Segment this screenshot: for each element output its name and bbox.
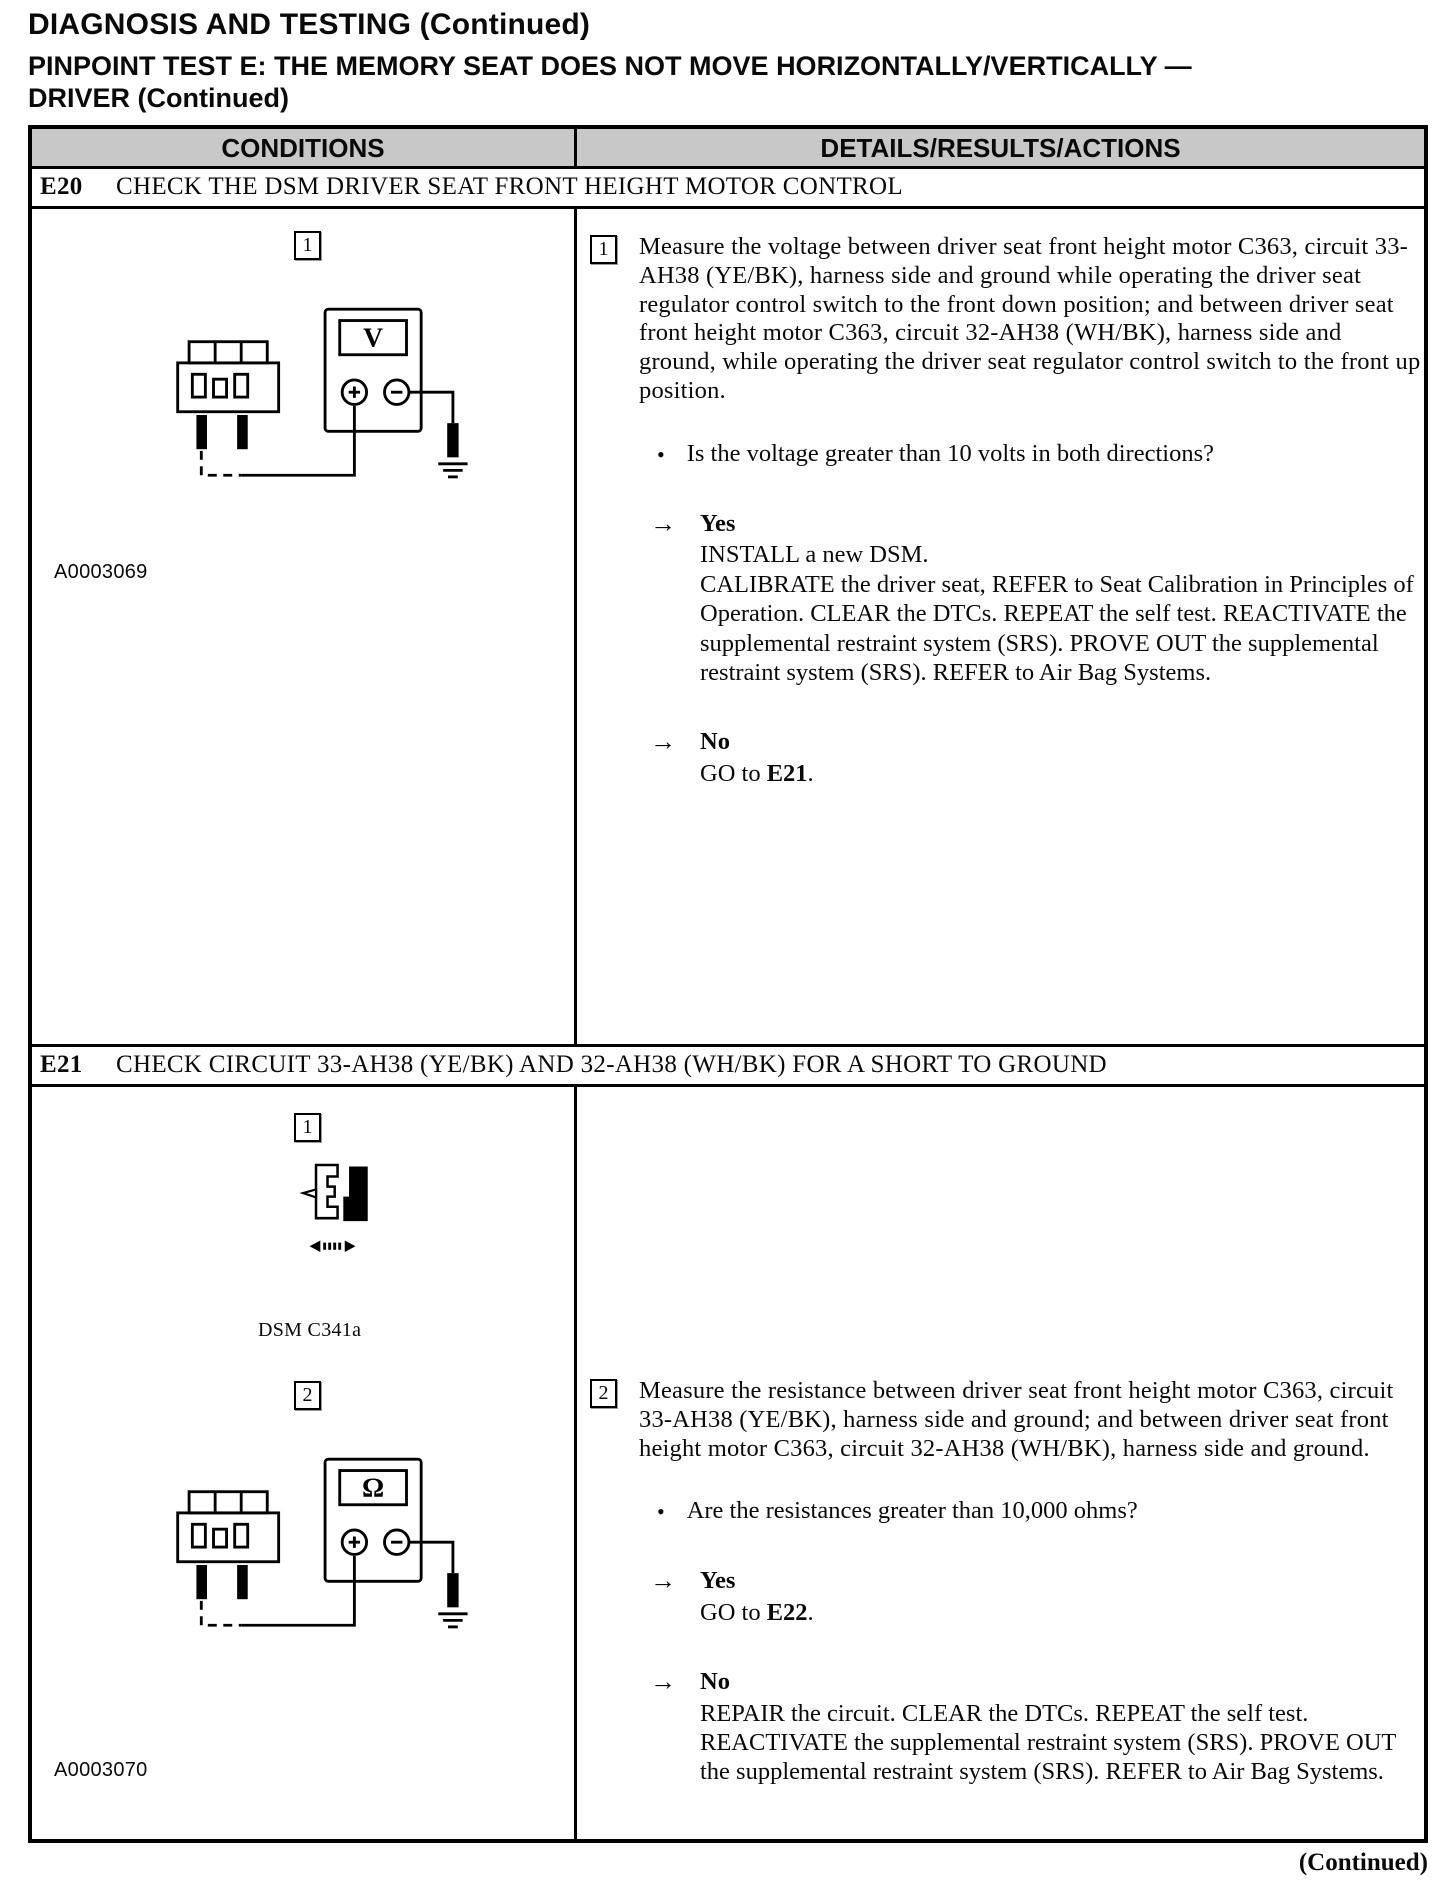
no-branch-body xyxy=(700,727,1416,788)
arrow-icon: → xyxy=(650,727,676,757)
no-action-prefix: GO to xyxy=(700,759,767,787)
harness-connector xyxy=(178,1491,279,1561)
no-action-suffix: . xyxy=(807,759,814,787)
section-title-e20: CHECK THE DSM DRIVER SEAT FRONT HEIGHT MOTOR CONTROL xyxy=(116,173,903,201)
no-action-text: REPAIR the circuit. CLEAR the DTCs. REPEAT the self test. REACTIVATE the supplemental restraint system (SRS). PROVE OUT the supplemental restraint system (SRS). REFER to Air Bag Systems. xyxy=(700,1699,1396,1786)
no-label: No xyxy=(700,1668,730,1696)
connector-label: DSM C341a xyxy=(258,1318,362,1341)
step-2 xyxy=(590,1376,1421,1464)
meter-symbol: Ω xyxy=(362,1471,385,1503)
yes-branch-body xyxy=(700,509,1416,687)
disconnect-arrow-icon xyxy=(310,1240,356,1251)
figure-code: A0003070 xyxy=(54,1758,148,1781)
arrow-icon: → xyxy=(650,509,676,539)
yes-action-rest: CALIBRATE the driver seat, REFER to Seat Calibration in Principles of Operation. CLEAR the DTCs. REPEAT the self test. REACTIVATE the supplemental restraint system (SRS). PROVE OUT the supplemental restraint system (SRS). REFER to Air Bag Systems. xyxy=(700,570,1414,687)
connector-housing xyxy=(343,1166,367,1221)
goto-target-ref: E22 xyxy=(766,1598,808,1626)
section-header-e21 xyxy=(32,1047,1424,1087)
section-title-e21: CHECK CIRCUIT 33-AH38 (YE/BK) AND 32-AH38 (WH/BK) FOR A SHORT TO GROUND xyxy=(116,1051,1107,1079)
yes-action-prefix: GO to xyxy=(700,1598,767,1626)
voltmeter-test-diagram xyxy=(150,301,492,537)
yes-action-suffix: . xyxy=(807,1598,814,1626)
e20-details-cell xyxy=(577,209,1441,1044)
step-instruction-text: Measure the resistance between driver seat front height motor C363, circuit 33-AH38 (YE/BK), harness side and ground; and between driver seat front height motor C363, circuit 32-AH38 (WH/BK), harness side and ground. xyxy=(639,1376,1394,1462)
no-action-text xyxy=(700,759,1416,788)
section-content-e21 xyxy=(32,1087,1424,1839)
step-1 xyxy=(590,232,1421,406)
pinpoint-test-table xyxy=(28,125,1428,1843)
section-id-e21: E21 xyxy=(40,1051,83,1079)
figure-callout-box: 1 xyxy=(294,231,321,260)
connector-bracket xyxy=(316,1165,338,1218)
arrow-icon: → xyxy=(650,1566,676,1596)
test-probes xyxy=(196,1565,458,1607)
connector-latch xyxy=(303,1189,316,1197)
test-probes xyxy=(196,415,458,457)
section-header-e20 xyxy=(32,169,1424,209)
meter-lead-wire xyxy=(409,1542,453,1573)
yes-label: Yes xyxy=(700,510,736,538)
details-column-header: DETAILS/RESULTS/ACTIONS xyxy=(820,132,1181,163)
probe-wire xyxy=(241,406,354,475)
question-text: Is the voltage greater than 10 volts in both directions? xyxy=(686,440,1214,468)
pinpoint-test-heading xyxy=(28,51,1428,115)
yes-action-text xyxy=(700,540,1416,687)
e21-conditions-cell xyxy=(32,1087,577,1839)
ohmmeter-test-diagram xyxy=(150,1451,492,1687)
section-content-e20 xyxy=(32,209,1424,1047)
arrow-icon: → xyxy=(650,1667,676,1697)
section-id-e20: E20 xyxy=(40,173,83,201)
pinpoint-test-heading-line2: DRIVER (Continued) xyxy=(28,82,289,113)
goto-target-ref: E21 xyxy=(766,759,808,787)
dashed-probe-wire xyxy=(201,451,241,475)
bullet-icon: • xyxy=(657,442,665,468)
yes-action-text xyxy=(700,1598,1416,1627)
bullet-icon: • xyxy=(657,1499,665,1525)
question-text: Are the resistances greater than 10,000 ohms? xyxy=(686,1497,1138,1525)
figure-callout-box: 1 xyxy=(294,1113,321,1142)
no-branch xyxy=(650,727,1421,788)
pinpoint-test-heading-line1: PINPOINT TEST E: THE MEMORY SEAT DOES NOT MOVE HORIZONTALLY/VERTICALLY — xyxy=(28,51,1192,81)
question-line xyxy=(657,440,1421,469)
continued-footer: (Continued) xyxy=(1298,1848,1428,1876)
step-number-box: 2 xyxy=(590,1379,617,1408)
table-header-row xyxy=(32,129,1424,169)
step-number-box: 1 xyxy=(590,235,617,264)
figure-code: A0003069 xyxy=(54,560,148,583)
ground-icon xyxy=(438,1614,467,1627)
no-label: No xyxy=(700,728,730,756)
yes-action-line1: INSTALL a new DSM. xyxy=(700,541,929,569)
yes-branch xyxy=(650,509,1421,687)
question-line xyxy=(657,1497,1421,1526)
meter-symbol: V xyxy=(363,321,384,353)
meter-lead-wire xyxy=(409,392,453,423)
conditions-column-header: CONDITIONS xyxy=(32,129,577,166)
no-branch-body xyxy=(700,1667,1416,1787)
probe-wire xyxy=(241,1556,354,1625)
yes-branch xyxy=(650,1566,1421,1627)
figure-callout-box: 2 xyxy=(294,1381,321,1410)
yes-branch-body xyxy=(700,1566,1416,1627)
e20-conditions-cell xyxy=(32,209,577,1044)
dashed-probe-wire xyxy=(201,1601,241,1625)
dsm-connector-diagram xyxy=(260,1155,418,1277)
harness-connector xyxy=(178,341,279,411)
e21-details-cell xyxy=(577,1087,1441,1839)
yes-label: Yes xyxy=(700,1567,736,1595)
step-instruction-text: Measure the voltage between driver seat front height motor C363, circuit 33-AH38 (YE/BK), harness side and ground while operating the driver seat regulator control switch to the front down position; and between driver seat front height motor C363, circuit 32-AH38 (WH/BK), harness side and ground, while operating the driver seat regulator control switch to the front up position. xyxy=(639,232,1421,405)
ground-icon xyxy=(438,464,467,477)
no-branch xyxy=(650,1667,1421,1787)
page-title: DIAGNOSIS AND TESTING (Continued) xyxy=(28,8,591,41)
